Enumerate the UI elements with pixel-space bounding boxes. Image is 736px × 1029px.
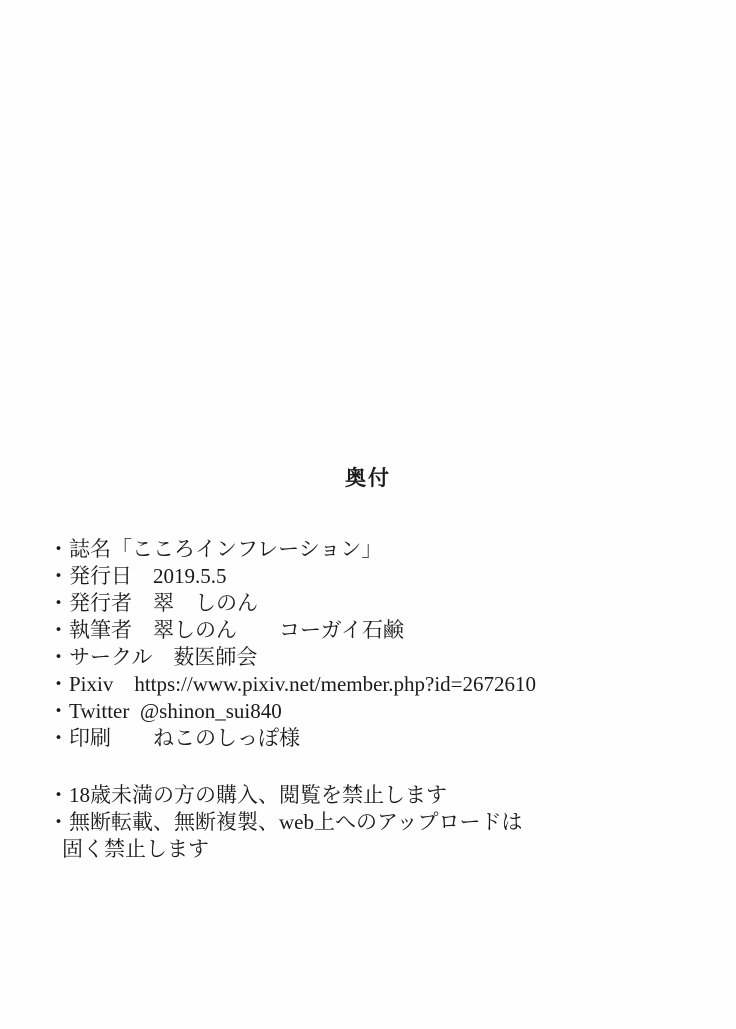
info-line-printer: ・印刷 ねこのしっぽ様	[48, 726, 300, 750]
info-line-title: ・誌名「こころインフレーション」	[48, 537, 383, 561]
notice-line-age-restriction: ・18歳未満の方の購入、閲覧を禁止します	[48, 783, 447, 807]
info-line-publisher: ・発行者 翠 しのん	[48, 591, 258, 615]
info-line-pixiv: ・Pixiv https://www.pixiv.net/member.php?id=2672610	[48, 672, 537, 696]
publication-info-list	[48, 536, 736, 752]
info-line-circle: ・サークル 薮医師会	[48, 645, 258, 669]
page-title: 奥付	[345, 466, 391, 490]
notice-line-reproduction-ban-continued: 固く禁止します	[62, 837, 209, 861]
info-line-publication-date: ・発行日 2019.5.5	[48, 564, 227, 588]
notice-line-reproduction-ban: ・無断転載、無断複製、web上へのアップロードは	[48, 810, 523, 834]
notice-list	[48, 782, 736, 863]
info-line-author: ・執筆者 翠しのん コーガイ石鹸	[48, 618, 404, 642]
colophon-section	[0, 462, 736, 863]
info-line-twitter: ・Twitter @shinon_sui840	[48, 699, 282, 723]
